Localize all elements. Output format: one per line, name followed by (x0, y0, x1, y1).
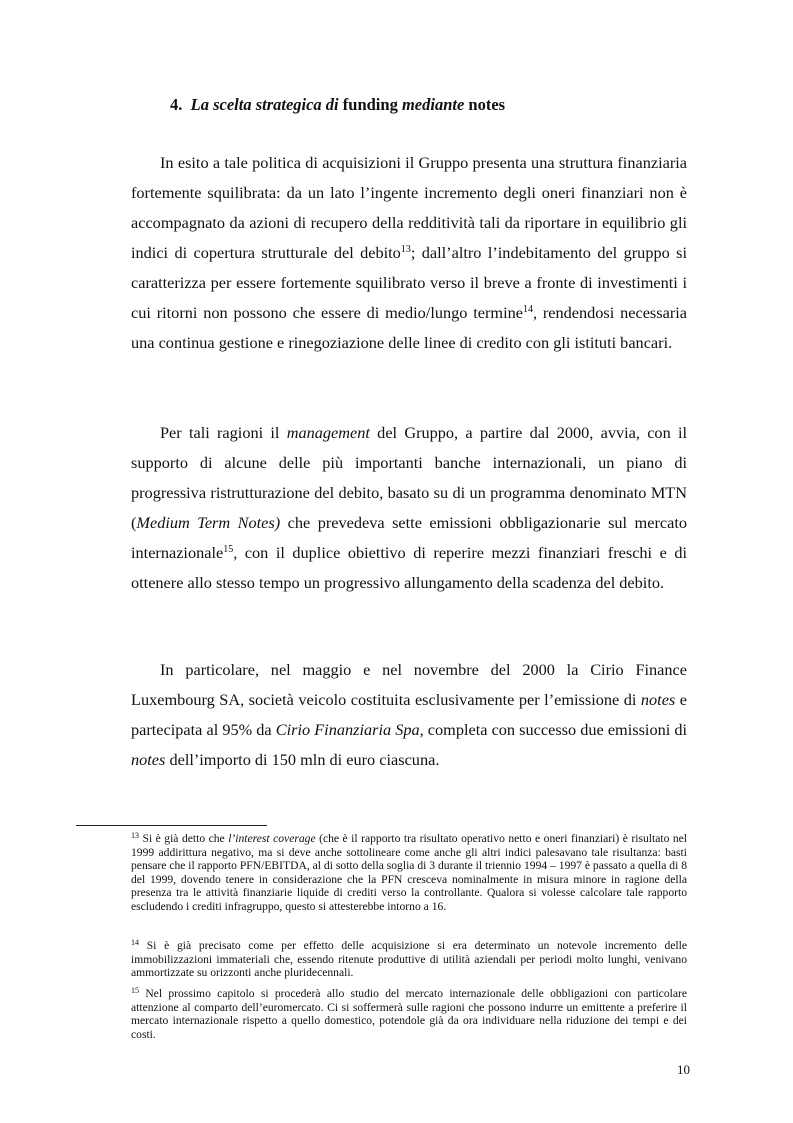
footnote-number: 13 (131, 831, 139, 840)
paragraph-text: , completa con successo due emissioni di (419, 720, 687, 739)
footnote-text: Si è già detto che (142, 832, 225, 845)
paragraph-italic: notes (131, 750, 166, 769)
paragraph-text: In particolare, nel maggio e nel novembre del 2000 la Cirio Finance Luxembourg SA, società veicolo costituita esclusivamente per l’emissione di (131, 660, 687, 709)
paragraph-2 (131, 418, 687, 598)
paragraph-italic: management (286, 423, 370, 442)
footnote-text: (che è il rapporto tra risultato operativo netto e oneri finanziari) è risultato nel 1999 addirittura negativo, ma si deve anche sottolineare come anche gli altri indici palesavano tale risultanza: basti pensare che il rapporto PFN/EBITDA, al di sotto della soglia di 3 durante il triennio 1994 – 1997 è passato a quella di 8 del 1999, dovendo tenere in considerazione che la PFN cresceva nominalmente in misura minore in ragione della presenza tra le attività finanziarie liquide di crediti verso la controllante. Qualora si volesse calcolare tale rapporto escludendo i crediti infragruppo, questo si attesterebbe intorno a 16. (131, 832, 688, 913)
footnote-15 (131, 987, 687, 1041)
heading-text-2: funding (342, 95, 398, 114)
paragraph-text: e partecipata al 95% da (131, 690, 687, 739)
footnote-ref-15: 15 (223, 544, 234, 555)
footnote-ref-14: 14 (522, 304, 533, 315)
heading-text-1: La scelta strategica di (190, 95, 339, 114)
paragraph-text: del Gruppo, a partire dal 2000, avvia, con il supporto di alcune delle più importanti banche internazionali, un piano di progressiva ristrutturazione del debito, basato su di un programma denominato MTN ( (131, 423, 688, 532)
paragraph-1 (131, 148, 687, 358)
section-heading (170, 94, 730, 116)
footnote-italic: l’interest coverage (228, 832, 316, 845)
footnote-text: Nel prossimo capitolo si procederà allo studio del mercato internazionale delle obbligazioni con particolare attenzione al comparto dell’euromercato. Ci si soffermerà sulle ragioni che possono indurre un emittente a preferire il mercato internazionale rispetto a quello domestico, potendole già da ora individuare nella riduzione dei tempi e dei costi. (131, 987, 687, 1041)
paragraph-italic: Medium Term Notes) (136, 513, 281, 532)
page-number: 10 (677, 1062, 690, 1077)
heading-text-3: mediante (401, 95, 465, 114)
paragraph-text: dell’importo di 150 mln di euro ciascuna. (169, 750, 440, 769)
footnote-ref-13: 13 (400, 244, 411, 255)
heading-number: 4. (170, 95, 183, 114)
footnote-text: Si è già precisato come per effetto delle acquisizione si era determinato un notevole incremento delle immobilizzazioni immateriali che, essendo ritenute produttive di utilità aziendali per periodi molto lunghi, venivano ammortizzate su orizzonti anche pluridecennali. (131, 939, 688, 979)
paragraph-text: che prevedeva sette emissioni obbligazionarie sul mercato internazionale (131, 513, 687, 562)
heading-text-4: notes (468, 95, 506, 114)
paragraph-text: ; dall’altro l’indebitamento del gruppo si caratterizza per essere fortemente squilibrato verso il breve a fronte di investimenti i cui ritorni non possono che essere di medio/lungo termine (131, 243, 687, 322)
footnote-13 (131, 832, 687, 913)
paragraph-text: In esito a tale politica di acquisizioni il Gruppo presenta una struttura finanziaria fortemente squilibrata: da un lato l’ingente incremento degli oneri finanziari non è accompagnato da azioni di recupero della redditività tali da riportare in equilibrio gli indici di copertura strutturale del debito (131, 153, 687, 262)
paragraph-text: Per tali ragioni il (160, 423, 280, 442)
paragraph-italic: Cirio Finanziaria Spa (275, 720, 420, 739)
footnote-number: 15 (131, 986, 139, 995)
paragraph-text: , rendendosi necessaria una continua gestione e rinegoziazione delle linee di credito con gli istituti bancari. (131, 303, 687, 352)
footnote-number: 14 (131, 938, 139, 947)
paragraph-text: , con il duplice obiettivo di reperire mezzi finanziari freschi e di ottenere allo stesso tempo un progressivo allungamento della scadenza del debito. (131, 543, 687, 592)
paragraph-italic: notes (640, 690, 676, 709)
paragraph-3 (131, 655, 687, 775)
footnote-14 (131, 939, 687, 980)
footnote-separator (76, 825, 267, 826)
